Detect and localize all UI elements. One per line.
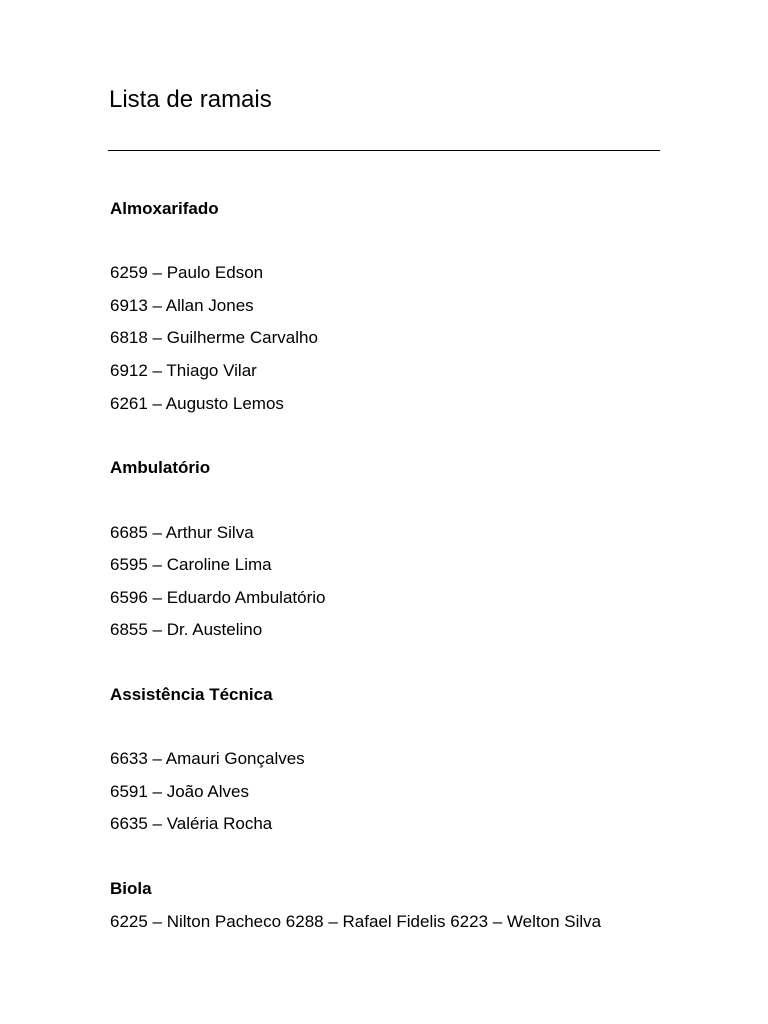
- title-divider: [108, 150, 660, 151]
- extension-entry: 6913 – Allan Jones: [110, 296, 254, 315]
- extension-entry: 6261 – Augusto Lemos: [110, 394, 284, 413]
- extension-entry: 6685 – Arthur Silva: [110, 523, 254, 542]
- extension-entry: 6596 – Eduardo Ambulatório: [110, 588, 326, 607]
- extension-entry: 6633 – Amauri Gonçalves: [110, 749, 305, 768]
- extension-entry: 6818 – Guilherme Carvalho: [110, 328, 318, 347]
- extension-entry: 6635 – Valéria Rocha: [110, 814, 273, 833]
- page-title: Lista de ramais: [109, 86, 272, 113]
- extension-entry: 6259 – Paulo Edson: [110, 263, 264, 282]
- extension-entry: 6591 – João Alves: [110, 782, 249, 801]
- extension-entry: 6225 – Nilton Pacheco 6288 – Rafael Fidelis 6223 – Welton Silva: [110, 912, 602, 931]
- section-heading-ambulatorio: Ambulatório: [110, 458, 211, 477]
- section-heading-assistencia-tecnica: Assistência Técnica: [110, 685, 273, 704]
- section-heading-biola: Biola: [110, 879, 152, 898]
- section-heading-almoxarifado: Almoxarifado: [110, 199, 219, 218]
- extension-entry: 6855 – Dr. Austelino: [110, 620, 263, 639]
- extension-entry: 6912 – Thiago Vilar: [110, 361, 257, 380]
- extension-entry: 6595 – Caroline Lima: [110, 555, 272, 574]
